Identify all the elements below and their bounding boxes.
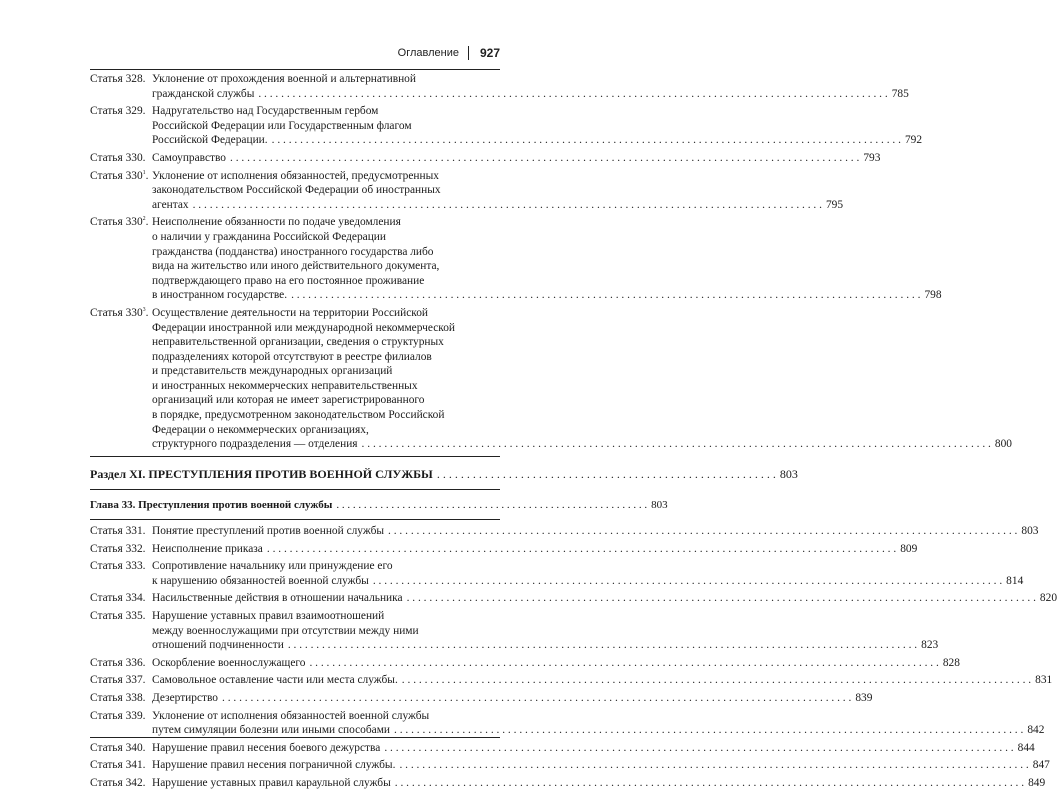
entry-label-text: Статья 330 bbox=[90, 306, 143, 319]
entry-page: 798 bbox=[924, 289, 942, 302]
entry-page: 831 bbox=[1035, 674, 1053, 687]
entry-label-superscript: 3 bbox=[142, 307, 146, 314]
chapter-title: Глава 33. Преступления против военной службы bbox=[90, 499, 333, 512]
entry-title-line: законодательством Российской Федерации об иностранных bbox=[152, 184, 441, 197]
top-rule bbox=[90, 69, 500, 70]
entry-title-line: в иностранном государстве. bbox=[152, 289, 288, 302]
entry-label-text: Статья 328. bbox=[90, 73, 146, 85]
entry-title bbox=[152, 673, 1053, 688]
entry-title-line: и иностранных некоммерческих неправительственных bbox=[152, 379, 418, 392]
entry-label-text: Статья 341. bbox=[90, 759, 146, 772]
entry-page: 795 bbox=[825, 198, 844, 211]
entry-label-text: Статья 339. bbox=[90, 709, 146, 722]
entry-title bbox=[152, 151, 880, 166]
entry-title bbox=[152, 758, 1050, 773]
entry-page: 847 bbox=[1032, 759, 1050, 772]
entry-title-line: Осуществление деятельности на территории Российской bbox=[152, 306, 428, 319]
entry-label bbox=[90, 656, 152, 671]
entry-title-line: Уклонение от исполнения обязанностей военной службы bbox=[152, 709, 430, 722]
header-separator bbox=[468, 46, 469, 60]
entry-page: 800 bbox=[994, 438, 1012, 451]
entry-label bbox=[90, 758, 152, 773]
leader-dots bbox=[373, 574, 1002, 589]
entry-page: 814 bbox=[1006, 574, 1024, 587]
leader-dots bbox=[291, 288, 920, 303]
leader-dots bbox=[384, 741, 1013, 756]
entry-label: Статья $330^1$. bbox=[90, 169, 149, 182]
leader-dots bbox=[399, 758, 1028, 773]
section-page: 803 bbox=[779, 466, 798, 481]
entry-title bbox=[152, 524, 1039, 539]
entry-title-last-line bbox=[152, 691, 872, 706]
leader-dots bbox=[336, 498, 647, 513]
entry-title-line: и представительств международных организаций bbox=[152, 365, 393, 378]
entry-title bbox=[152, 542, 918, 557]
entry-label-text: Статья 330 bbox=[90, 169, 143, 182]
toc-entry[interactable] bbox=[90, 559, 1024, 588]
entry-title-line: структурного подразделения — отделения bbox=[152, 438, 358, 451]
leader-dots bbox=[388, 524, 1017, 539]
entry-label bbox=[90, 741, 152, 756]
chapter-divider bbox=[90, 519, 500, 520]
entry-title-line: вида на жительство или иного действительного документа, bbox=[152, 260, 440, 273]
entry-page: 793 bbox=[863, 151, 881, 164]
header-section-title: Оглавление bbox=[397, 47, 459, 59]
entry-title-line: Понятие преступлений против военной службы bbox=[152, 525, 385, 538]
toc-entry[interactable] bbox=[90, 709, 1045, 738]
toc-entry[interactable] bbox=[90, 104, 923, 148]
toc-entry[interactable] bbox=[90, 306, 1012, 452]
entry-title-line: неправительственной организации, сведения о структурных bbox=[152, 336, 444, 349]
entry-title bbox=[152, 72, 909, 101]
entry-title-line: Федерации иностранной или международной некоммерческой bbox=[152, 321, 455, 334]
entry-label bbox=[90, 104, 152, 148]
entry-label bbox=[90, 591, 152, 606]
entry-title-line: подразделениях которой отсутствуют в реестре филиалов bbox=[152, 350, 432, 363]
entry-label-text: Статья 336. bbox=[90, 656, 146, 669]
toc-entry[interactable] bbox=[90, 72, 909, 101]
entry-title bbox=[152, 104, 923, 148]
entry-title-last-line bbox=[152, 673, 1053, 688]
toc-entry[interactable] bbox=[90, 215, 942, 303]
entry-title bbox=[152, 691, 872, 706]
entry-title-line: Насильственные действия в отношении начальника bbox=[152, 592, 403, 605]
header-page-number: 927 bbox=[479, 46, 500, 60]
section-title: Раздел XI. ПРЕСТУПЛЕНИЯ ПРОТИВ ВОЕННОЙ СЛУЖБЫ bbox=[90, 466, 433, 481]
entry-title-last-line bbox=[152, 591, 1057, 606]
running-header bbox=[398, 46, 500, 60]
entry-label bbox=[90, 609, 152, 653]
leader-dots bbox=[402, 673, 1031, 688]
leader-dots bbox=[394, 723, 1023, 738]
entry-label-text: Статья 330 bbox=[90, 216, 143, 229]
entry-title-line: Самовольное оставление части или места службы. bbox=[152, 674, 398, 687]
entry-page: 803 bbox=[1021, 525, 1039, 538]
entry-title-line: Нарушение уставных правил взаимоотношений bbox=[152, 610, 385, 622]
entry-page: 792 bbox=[904, 134, 923, 147]
entry-title-line: Уклонение от исполнения обязанностей, предусмотренных bbox=[152, 169, 439, 182]
entry-title-line: Российской Федерации или Государственным флагом bbox=[152, 119, 412, 132]
leader-dots bbox=[407, 591, 1036, 606]
entry-title-line: организаций или которая не имеет зарегистрированного bbox=[152, 394, 425, 407]
leader-dots bbox=[267, 542, 896, 557]
entry-label bbox=[90, 151, 152, 166]
entry-page: 842 bbox=[1027, 724, 1045, 737]
entry-label-text: Статья 333. bbox=[90, 560, 146, 573]
entry-title bbox=[152, 306, 1012, 452]
leader-dots bbox=[272, 133, 901, 148]
leader-dots bbox=[288, 638, 917, 653]
entry-label bbox=[90, 559, 152, 588]
entry-title-line: Самоуправство bbox=[152, 151, 227, 164]
entry-label bbox=[90, 691, 152, 706]
entry-page: 820 bbox=[1039, 592, 1057, 605]
entry-title-line: Неисполнение обязанности по подаче уведомления bbox=[152, 216, 401, 229]
entry-title-line: Уклонение от прохождения военной и альтернативной bbox=[152, 73, 416, 85]
toc-entry[interactable] bbox=[90, 758, 1050, 773]
entry-title bbox=[152, 741, 1035, 756]
toc-entry[interactable] bbox=[90, 542, 918, 557]
toc-entry[interactable] bbox=[90, 609, 939, 653]
leader-dots bbox=[309, 656, 938, 671]
entry-page: 844 bbox=[1017, 741, 1035, 754]
toc-entries-b bbox=[90, 524, 1057, 791]
entry-title-last-line bbox=[152, 723, 1045, 738]
section-divider-bottom bbox=[90, 489, 500, 490]
entry-label bbox=[90, 72, 152, 101]
toc-chapter[interactable] bbox=[90, 498, 668, 513]
leader-dots bbox=[395, 776, 1024, 791]
entry-title bbox=[152, 559, 1024, 588]
entry-title-last-line bbox=[152, 542, 918, 557]
leader-dots bbox=[222, 691, 851, 706]
entry-page: 785 bbox=[891, 87, 909, 100]
entry-title bbox=[152, 609, 939, 653]
leader-dots bbox=[437, 467, 776, 482]
toc-section[interactable] bbox=[90, 466, 798, 482]
entry-label-text: Статья 335. bbox=[90, 610, 146, 622]
entry-label-text: Статья 340. bbox=[90, 741, 146, 754]
entry-title-line: Нарушение правил несения боевого дежурства bbox=[152, 741, 381, 754]
entry-title-last-line bbox=[152, 87, 909, 102]
entry-label: Статья $330^2$. bbox=[90, 216, 149, 229]
entry-title-line: между военнослужащими при отсутствии между ними bbox=[152, 624, 419, 637]
entry-title-line: Российской Федерации. bbox=[152, 134, 268, 147]
entry-label-text: Статья 331. bbox=[90, 525, 146, 538]
entry-title-line: о наличии у гражданина Российской Федерации bbox=[152, 230, 386, 243]
chapter-page: 803 bbox=[651, 499, 668, 512]
entry-title-line: Дезертирство bbox=[152, 691, 219, 704]
entry-title-last-line bbox=[152, 133, 923, 148]
entry-title-line: Нарушение уставных правил караульной службы bbox=[152, 776, 391, 789]
entry-title-line: подтверждающего право на его постоянное проживание bbox=[152, 274, 425, 287]
entry-title-last-line bbox=[152, 198, 843, 213]
entry-title-last-line bbox=[152, 437, 1012, 452]
entry-title-last-line bbox=[152, 776, 1046, 791]
entry-title bbox=[152, 656, 960, 671]
entry-label-superscript: 2 bbox=[142, 216, 146, 223]
entry-title-last-line bbox=[152, 638, 939, 653]
entry-label-text: Статья 334. bbox=[90, 592, 146, 605]
entry-title-line: Сопротивление начальнику или принуждение его bbox=[152, 560, 393, 573]
entry-label bbox=[90, 673, 152, 688]
entry-label-text: Статья 332. bbox=[90, 542, 146, 555]
entry-label bbox=[90, 776, 152, 791]
entry-title bbox=[152, 709, 1045, 738]
toc-entry[interactable] bbox=[90, 151, 881, 166]
entry-title-line: отношений подчиненности bbox=[152, 639, 284, 652]
section-divider-top bbox=[90, 456, 500, 457]
entry-page: 809 bbox=[900, 542, 918, 555]
entry-title bbox=[152, 169, 843, 213]
entry-page: 849 bbox=[1028, 776, 1046, 789]
entry-title bbox=[152, 591, 1057, 606]
entry-title bbox=[152, 776, 1046, 791]
entry-label-text: Статья 338. bbox=[90, 691, 146, 704]
entry-label bbox=[90, 524, 152, 539]
entry-title-line: Надругательство над Государственным гербом bbox=[152, 105, 379, 118]
toc-entries-a bbox=[90, 72, 1012, 452]
toc-entry[interactable] bbox=[90, 591, 1057, 606]
entry-title-line: Неисполнение приказа bbox=[152, 542, 263, 555]
entry-title-last-line bbox=[152, 741, 1035, 756]
entry-label-text: Статья 342. bbox=[90, 776, 146, 789]
entry-title-last-line bbox=[152, 151, 880, 166]
bottom-rule bbox=[90, 737, 500, 738]
entry-title bbox=[152, 215, 942, 303]
entry-title-last-line bbox=[152, 758, 1050, 773]
toc-entry[interactable] bbox=[90, 656, 960, 671]
entry-label-text: Статья 329. bbox=[90, 105, 146, 118]
entry-title-line: агентах bbox=[152, 198, 189, 211]
leader-dots bbox=[362, 437, 991, 452]
leader-dots bbox=[193, 198, 822, 213]
entry-label-text: Статья 330. bbox=[90, 151, 146, 164]
entry-label-superscript: 1 bbox=[142, 169, 146, 176]
leader-dots bbox=[230, 151, 859, 166]
entry-title-line: в порядке, предусмотренном законодательством Российской bbox=[152, 409, 445, 422]
toc-entry[interactable] bbox=[90, 169, 844, 213]
entry-title-line: Оскорбление военнослужащего bbox=[152, 656, 306, 669]
entry-page: 823 bbox=[921, 639, 939, 652]
toc-entry[interactable] bbox=[90, 673, 1053, 688]
entry-title-line: Нарушение правил несения пограничной службы. bbox=[152, 759, 396, 772]
toc-entry[interactable] bbox=[90, 524, 1039, 539]
entry-page: 839 bbox=[855, 691, 873, 704]
entry-title-line: гражданской службы bbox=[152, 87, 255, 100]
entry-title-line: к нарушению обязанностей военной службы bbox=[152, 574, 369, 587]
entry-title-line: путем симуляции болезни или иными способами bbox=[152, 724, 391, 737]
toc-entry[interactable] bbox=[90, 776, 1046, 791]
entry-title-line: гражданства (подданства) иностранного государства либо bbox=[152, 245, 434, 258]
table-of-contents bbox=[90, 72, 1057, 794]
entry-title-last-line bbox=[152, 656, 960, 671]
entry-page: 828 bbox=[942, 656, 960, 669]
entry-label bbox=[90, 542, 152, 557]
entry-title-last-line bbox=[152, 288, 942, 303]
toc-entry[interactable] bbox=[90, 691, 873, 706]
entry-label: Статья $330^3$. bbox=[90, 306, 149, 319]
entry-label bbox=[90, 709, 152, 738]
entry-title-line: Федерации о некоммерческих организациях, bbox=[152, 423, 369, 436]
entry-title-last-line bbox=[152, 524, 1039, 539]
leader-dots bbox=[258, 87, 887, 102]
entry-title-last-line bbox=[152, 574, 1024, 589]
entry-label-text: Статья 337. bbox=[90, 674, 146, 687]
toc-entry[interactable] bbox=[90, 741, 1035, 756]
